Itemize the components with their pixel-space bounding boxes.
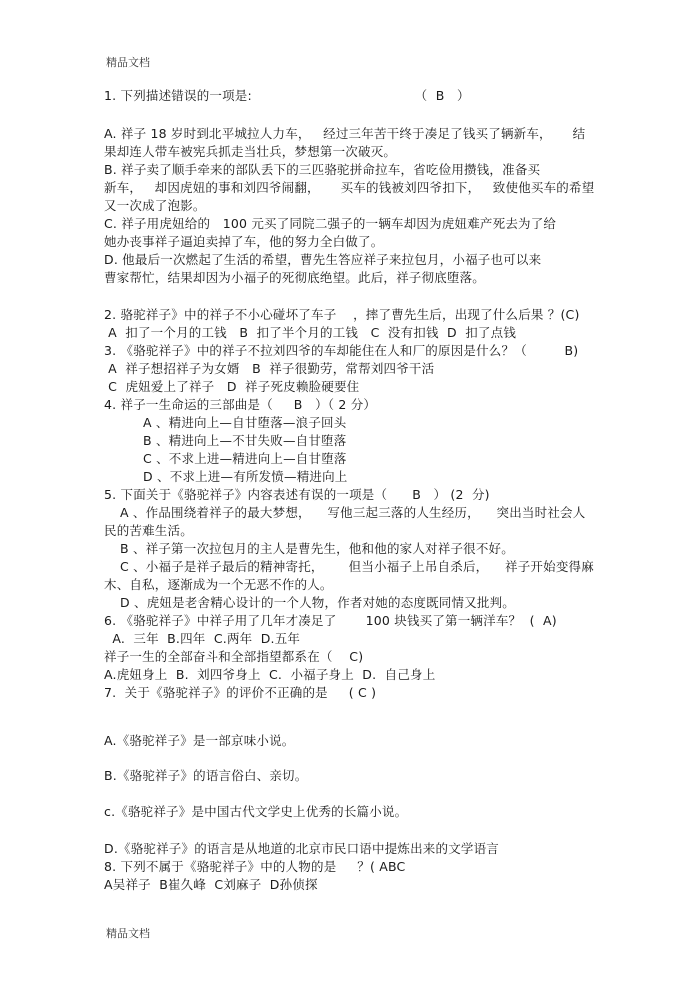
q5-option-d: D 、虎妞是老舍精心设计的一个人物，作者对她的态度既同情又批判。 xyxy=(120,595,515,610)
question-4: 4. 祥子一生命运的三部曲是（ B ）（ 2 分） xyxy=(104,397,377,412)
q1-option-c-line2: 她办丧事祥子逼迫卖掉了车，他的努力全白做了。 xyxy=(104,234,384,249)
q6-options: A. 三年 B.四年 C.两年 D.五年 xyxy=(104,631,301,646)
q4-option-b: B 、精进向上—不甘失败—自甘堕落 xyxy=(143,433,347,448)
q1-option-d-line1: D. 他最后一次燃起了生活的希望，曹先生答应祥子来拉包月，小福子也可以来 xyxy=(104,252,542,267)
question-7: 7. 关于《骆驼祥子》的评价不正确的是 ( C ) xyxy=(104,685,377,700)
page-header: 精品文档 xyxy=(106,56,150,69)
q7-option-c: c.《骆驼祥子》是中国古代文学史上优秀的长篇小说。 xyxy=(104,804,408,819)
q7-option-a: A.《骆驼祥子》是一部京味小说。 xyxy=(104,733,295,748)
q3-options-cd: C 虎妞爱上了祥子 D 祥子死皮赖脸硬要住 xyxy=(104,379,360,394)
q1-option-b-line3: 又一次成了泡影。 xyxy=(104,198,206,213)
question-3: 3. 《骆驼祥子》中的祥子不拉刘四爷的车却能住在人和厂的原因是什么？（ B) xyxy=(104,343,579,358)
page-footer: 精品文档 xyxy=(106,927,150,940)
q3-options-ab: A 祥子想招祥子为女婿 B 祥子很勤劳，常帮刘四爷干活 xyxy=(104,361,435,376)
question-6b: 祥子一生的全部奋斗和全部指望都系在（ C) xyxy=(104,649,364,664)
q4-option-c: C 、不求上进—精进向上—自甘堕落 xyxy=(143,451,347,466)
question-5: 5. 下面关于《骆驼祥子》内容表述有误的一项是（ B ） (2 分) xyxy=(104,487,490,502)
question-2: 2. 骆驼祥子》中的祥子不小心碰坏了车子 ，摔了曹先生后，出现了什么后果 ？(C) xyxy=(104,307,580,322)
q5-option-a-line1: A 、作品围绕着祥子的最大梦想， 写他三起三落的人生经历， 突出当时社会人 xyxy=(120,505,586,520)
q1-option-b-line2: 新车， 却因虎妞的事和刘四爷闹翻， 买车的钱被刘四爷扣下， 致使他买车的希望 xyxy=(104,180,595,195)
q1-option-d-line2: 曹家帮忙，结果却因为小福子的死彻底绝望。此后，祥子彻底堕落。 xyxy=(104,270,486,285)
q5-option-c-line1: C 、小福子是祥子最后的精神寄托， 但当小福子上吊自杀后， 祥子开始变得麻 xyxy=(120,559,594,574)
question-1: 1. 下列描述错误的一项是: （ B ） xyxy=(104,88,470,103)
q5-option-b: B 、祥子第一次拉包月的主人是曹先生，他和他的家人对祥子很不好。 xyxy=(120,541,514,556)
q7-option-b: B.《骆驼祥子》的语言俗白、亲切。 xyxy=(104,768,308,783)
q1-option-a-line1: A. 祥子 18 岁时到北平城拉人力车， 经过三年苦干终于凑足了钱买了辆新车， 结 xyxy=(104,126,586,141)
q1-option-b-line1: B. 祥子卖了顺手牵来的部队丢下的三匹骆驼拼命拉车，省吃俭用攒钱，准备买 xyxy=(104,162,541,177)
q6b-options: A.虎妞身上 B. 刘四爷身上 C. 小福子身上 D. 自己身上 xyxy=(104,667,436,682)
q1-option-a-line2: 果却连人带车被宪兵抓走当壮兵，梦想第一次破灭。 xyxy=(104,144,397,159)
q2-options: A 扣了一个月的工钱 B 扣了半个月的工钱 C 没有扣钱 D 扣了点钱 xyxy=(104,325,517,340)
q5-option-c-line2: 木、自私，逐渐成为一个无恶不作的人。 xyxy=(104,577,333,592)
q7-option-d: D.《骆驼祥子》的语言是从地道的北京市民口语中提炼出来的文学语言 xyxy=(104,841,499,856)
question-6: 6. 《骆驼祥子》中祥子用了几年才凑足了 100 块钱买了第一辆洋车？ ( A) xyxy=(104,613,557,628)
question-8: 8. 下列不属于《骆驼祥子》中的人物的是 ？( ABC xyxy=(104,859,406,874)
q4-option-a: A 、精进向上—自甘堕落—浪子回头 xyxy=(143,415,347,430)
q8-options: A吴祥子 B崔久峰 C刘麻子 D孙侦探 xyxy=(104,877,318,892)
q4-option-d: D 、不求上进—有所发愤—精进向上 xyxy=(143,469,348,484)
q5-option-a-line2: 民的苦难生活。 xyxy=(104,523,193,538)
q1-option-c-line1: C. 祥子用虎妞给的 100 元买了同院二强子的一辆车却因为虎妞难产死去为了给 xyxy=(104,216,557,231)
